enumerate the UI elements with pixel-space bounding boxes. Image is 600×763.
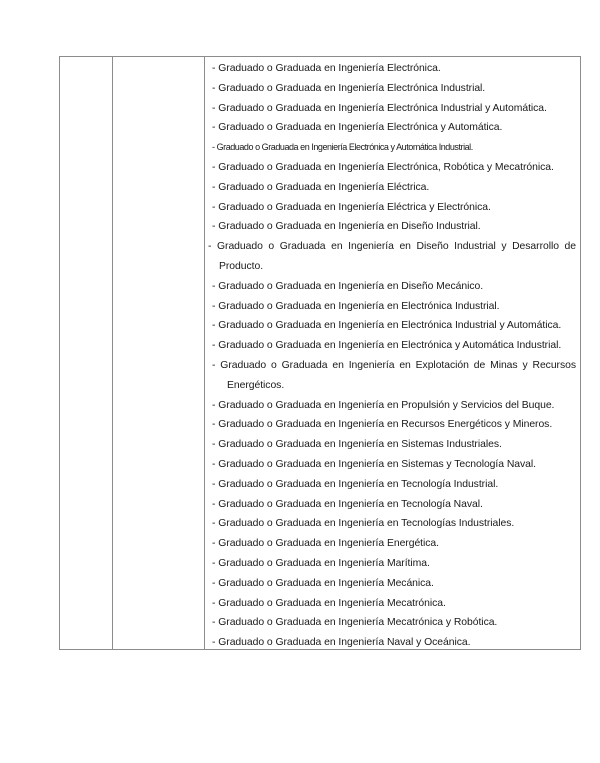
list-item: - Graduado o Graduada en Ingeniería en Propulsión y Servicios del Buque. (212, 399, 555, 411)
list-item: - Graduado o Graduada en Ingeniería en Diseño Mecánico. (212, 280, 484, 292)
list-item: - Graduado o Graduada en Ingeniería Electrónica, Robótica y Mecatrónica. (212, 161, 554, 173)
list-item: - Graduado o Graduada en Ingeniería Mecánica. (212, 577, 434, 589)
list-item: - Graduado o Graduada en Ingeniería en Sistemas y Tecnología Naval. (212, 458, 536, 470)
degrees-table (59, 56, 581, 650)
list-item: - Graduado o Graduada en Ingeniería Mecatrónica y Robótica. (212, 617, 498, 629)
column-divider-2 (204, 57, 205, 649)
list-item: - Graduado o Graduada en Ingeniería Electrónica. (212, 63, 441, 74)
list-item: - Graduado o Graduada en Ingeniería Electrónica y Automática Industrial. (212, 142, 473, 153)
list-item: - Graduado o Graduada en Ingeniería Eléctrica y Electrónica. (212, 201, 491, 213)
list-item: - Graduado o Graduada en Ingeniería en Diseño Industrial y Desarrollo de Producto. (208, 241, 576, 272)
list-item: - Graduado o Graduada en Ingeniería en Explotación de Minas y Recursos Energéticos. (212, 359, 576, 391)
degree-list (208, 59, 576, 653)
list-item: - Graduado o Graduada en Ingeniería en Tecnología Naval. (212, 498, 483, 510)
list-item: - Graduado o Graduada en Ingeniería Mecatrónica. (212, 597, 446, 609)
list-item: - Graduado o Graduada en Ingeniería Naval y Oceánica. (212, 637, 471, 649)
list-item: - Graduado o Graduada en Ingeniería en Electrónica y Automática Industrial. (212, 340, 562, 352)
list-item: - Graduado o Graduada en Ingeniería en Tecnología Industrial. (212, 478, 499, 490)
list-item: - Graduado o Graduada en Ingeniería en Electrónica Industrial y Automática. (212, 320, 562, 332)
column-divider-1 (112, 57, 113, 649)
list-item: - Graduado o Graduada en Ingeniería Electrónica Industrial y Automática. (212, 102, 547, 114)
list-item: - Graduado o Graduada en Ingeniería Energética. (212, 538, 439, 550)
list-item: - Graduado o Graduada en Ingeniería en Electrónica Industrial. (212, 300, 500, 312)
list-item: - Graduado o Graduada en Ingeniería en Recursos Energéticos y Mineros. (212, 419, 553, 431)
list-item: - Graduado o Graduada en Ingeniería en Tecnologías Industriales. (212, 518, 515, 530)
list-item: - Graduado o Graduada en Ingeniería Marítima. (212, 557, 430, 569)
list-item: - Graduado o Graduada en Ingeniería en Diseño Industrial. (212, 221, 481, 233)
list-item: - Graduado o Graduada en Ingeniería en Sistemas Industriales. (212, 439, 502, 451)
list-item: - Graduado o Graduada en Ingeniería Eléctrica. (212, 181, 430, 193)
list-item: - Graduado o Graduada en Ingeniería Electrónica Industrial. (212, 82, 486, 94)
list-item: - Graduado o Graduada en Ingeniería Electrónica y Automática. (212, 122, 503, 134)
